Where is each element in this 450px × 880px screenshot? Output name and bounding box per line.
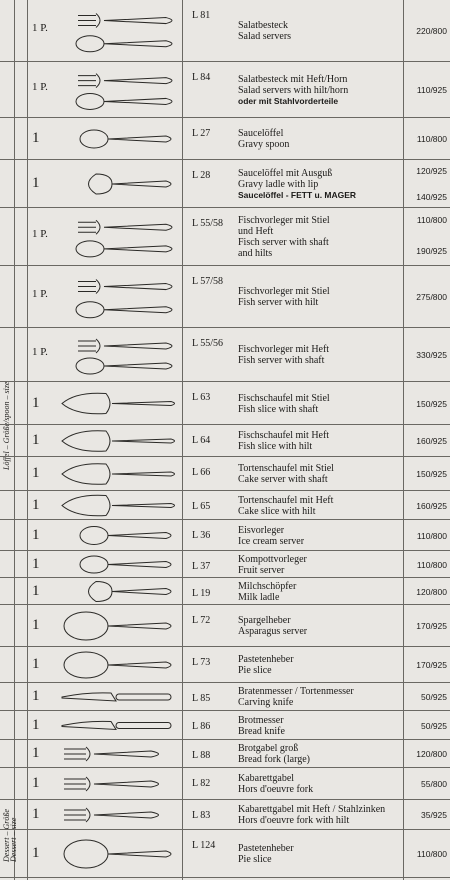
table-row (0, 740, 450, 768)
description (238, 215, 330, 259)
price: 140/925 (416, 191, 447, 202)
price: 110/800 (416, 559, 447, 570)
description-line: Fisch server with shaft (238, 237, 329, 248)
table-row (0, 800, 450, 830)
fish-slice-hilt-icon (56, 427, 186, 455)
table-row (0, 0, 450, 62)
asparagus-server-icon (56, 607, 186, 645)
table-row (0, 551, 450, 578)
article-number: L 85 (192, 693, 211, 704)
gravy-spoon-icon (56, 120, 186, 158)
description (238, 393, 330, 415)
article-number: L 37 (192, 561, 211, 572)
description-line: Bread fork (large) (238, 754, 311, 765)
quantity: 1 P. (32, 22, 48, 34)
quantity: 1 (32, 432, 40, 448)
price: 120/800 (416, 749, 447, 759)
description (238, 168, 356, 201)
description (238, 463, 334, 485)
price: 150/925 (416, 469, 447, 479)
bread-fork-icon (56, 742, 186, 766)
price: 160/925 (416, 436, 447, 446)
table-row (0, 683, 450, 711)
description (238, 654, 294, 676)
price: 150/925 (416, 398, 447, 409)
description (238, 20, 291, 42)
quantity: 1 (32, 845, 40, 861)
article-number: L 65 (192, 501, 211, 512)
bread-knife-icon (56, 713, 186, 738)
description-line: Carving knife (238, 697, 294, 708)
price: 160/925 (416, 500, 447, 511)
fish-slice-icon (56, 384, 186, 423)
article-number: L 27 (192, 128, 211, 139)
quantity: 1 (32, 394, 40, 411)
quantity: 1 (32, 130, 40, 146)
fish-servers-hilt-icon (56, 268, 186, 326)
table-row (0, 266, 450, 328)
quantity: 1 (32, 526, 40, 543)
description-line: Saucelöffel (238, 128, 284, 139)
description-line: Tortenschaufel mit Heft (238, 494, 334, 506)
description-line: Kabarettgabel mit Heft / Stahlzinken (238, 804, 386, 815)
description-line: Brotmesser (238, 714, 284, 726)
price: 120/925 (416, 165, 447, 176)
description-line: Pie slice (238, 854, 272, 865)
quantity: 1 (32, 688, 40, 704)
cake-slice-icon (56, 493, 186, 518)
description-line: Fish slice with hilt (238, 441, 313, 452)
article-number: L 55/56 (192, 338, 224, 349)
table-row (0, 830, 450, 878)
quantity: 1 (32, 175, 40, 191)
description-line: Brotgabel groß (238, 743, 299, 754)
description-line: Salatbesteck mit Heft/Horn (238, 73, 348, 85)
side-label-spoon-size: Löffel – Größe/spoon – size (2, 381, 11, 470)
description-line: Hors d'oeuvre fork (238, 784, 314, 795)
description-line: Spargelheber (238, 615, 291, 626)
description-line: Kompottvorleger (238, 554, 307, 565)
price: 170/925 (416, 621, 447, 631)
description-line: Hors d'oeuvre fork with hilt (238, 815, 350, 826)
description-line: Kabarettgabel (238, 773, 295, 784)
description-line: Salad servers with hilt/horn (238, 84, 349, 96)
side-label-dessert-size: Dessert – Größe Dessert – size (2, 809, 18, 862)
description (238, 804, 385, 826)
price: 120/800 (416, 586, 447, 597)
price: 220/800 (416, 26, 447, 36)
description-line: und Heft (238, 226, 274, 237)
description-line: Gravy spoon (238, 139, 290, 150)
description (238, 773, 313, 795)
milk-ladle-icon (56, 580, 186, 603)
description (238, 525, 304, 547)
description-line: Pie slice (238, 665, 272, 676)
salad-servers-hilt-icon (56, 64, 186, 116)
description (238, 715, 285, 737)
price: 110/800 (416, 849, 447, 859)
carving-knife-icon (56, 685, 186, 709)
price: 110/925 (416, 85, 447, 95)
ice-cream-server-icon (56, 522, 186, 549)
article-number: L 88 (192, 750, 211, 761)
article-number: L 124 (192, 840, 216, 851)
quantity: 1 (32, 775, 40, 791)
table-row (0, 382, 450, 425)
description-line: Pastetenheber (238, 843, 294, 854)
description-line: Tortenschaufel mit Stiel (238, 463, 334, 474)
description-note: oder mit Stahlvorderteile (238, 95, 339, 106)
price: 35/925 (421, 810, 447, 820)
hors-doeuvre-fork-hilt-icon (56, 802, 186, 828)
description (238, 554, 307, 576)
description-line: Fischvorleger mit Stiel (238, 215, 330, 226)
quantity: 1 (32, 555, 40, 572)
description-line: and hilts (238, 248, 273, 259)
quantity: 1 (32, 496, 40, 513)
description (238, 74, 348, 107)
description-line: Bratenmesser / Tortenmesser (238, 686, 354, 697)
description-line: Fish slice with shaft (238, 403, 319, 415)
quantity: 1 P. (32, 346, 48, 358)
quantity: 1 (32, 582, 40, 599)
article-number: L 82 (192, 778, 211, 789)
price: 110/800 (416, 214, 447, 225)
table-row (0, 520, 450, 551)
pie-slice-small-icon (56, 832, 186, 876)
article-number: L 73 (192, 657, 211, 668)
description-line: Salatbesteck (238, 20, 288, 31)
quantity: 1 P. (32, 288, 48, 300)
quantity: 1 (32, 465, 40, 481)
price: 330/925 (416, 350, 447, 360)
description (238, 128, 289, 150)
article-number: L 72 (192, 615, 211, 626)
description-line: Ice cream server (238, 535, 305, 547)
quantity: 1 (32, 716, 40, 733)
fish-servers-icon (56, 210, 186, 264)
price: 275/800 (416, 292, 447, 302)
price: 190/925 (416, 246, 447, 257)
salad-servers-icon (56, 2, 186, 60)
article-number: L 66 (192, 467, 211, 478)
quantity: 1 (32, 656, 40, 672)
article-number: L 57/58 (192, 276, 224, 287)
gravy-ladle-icon (56, 162, 186, 206)
description-line: Bread knife (238, 725, 285, 737)
table-row (0, 62, 450, 118)
price: 110/800 (416, 134, 447, 144)
article-number: L 36 (192, 530, 211, 541)
description (238, 495, 333, 517)
description-line: Pastetenheber (238, 654, 294, 665)
description-line: Asparagus server (238, 626, 308, 637)
hors-doeuvre-fork-icon (56, 770, 186, 798)
table-row (0, 491, 450, 520)
description (238, 743, 310, 765)
quantity: 1 P. (32, 228, 48, 240)
article-number: L 63 (192, 392, 211, 403)
description-line: Cake slice with hilt (238, 505, 316, 517)
description-line: Eisvorleger (238, 524, 285, 536)
article-number: L 64 (192, 435, 211, 446)
table-row (0, 768, 450, 800)
description-line: Cake server with shaft (238, 474, 328, 485)
table-row (0, 605, 450, 647)
article-number: L 81 (192, 10, 211, 21)
description (238, 430, 329, 452)
description-line: Fischschaufel mit Heft (238, 430, 330, 441)
description-line: Saucelöffel mit Ausguß (238, 167, 333, 179)
description-line: Fish server with shaft (238, 355, 325, 366)
article-number: L 28 (192, 170, 211, 181)
description-note: Saucelöffel - FETT u. MAGER (238, 189, 357, 200)
article-number: L 19 (192, 588, 211, 599)
quantity: 1 (32, 745, 40, 761)
description (238, 581, 296, 603)
table-row (0, 711, 450, 740)
description-line: Milk ladle (238, 592, 280, 603)
description-line: Fish server with hilt (238, 297, 319, 308)
table-row (0, 208, 450, 266)
article-number: L 83 (192, 810, 211, 821)
quantity: 1 (32, 806, 40, 822)
description (238, 686, 354, 708)
price: 55/800 (421, 779, 447, 789)
table-row (0, 425, 450, 457)
price: 110/800 (416, 530, 447, 541)
description (238, 344, 329, 366)
price: 170/925 (416, 660, 447, 670)
cake-server-icon (56, 459, 186, 489)
article-number: L 55/58 (192, 218, 224, 229)
fruit-server-icon (56, 553, 186, 576)
description-line: Fruit server (238, 565, 285, 576)
price: 50/925 (421, 720, 447, 731)
description-line: Milchschöpfer (238, 581, 297, 592)
article-number: L 86 (192, 721, 211, 732)
pie-slice-icon (56, 649, 186, 681)
description-line: Salad servers (238, 31, 292, 42)
table-row (0, 118, 450, 160)
table-row (0, 647, 450, 683)
table-row (0, 160, 450, 208)
fish-servers-shaft-icon (56, 330, 186, 380)
quantity: 1 P. (32, 81, 48, 93)
description-line: Gravy ladle with lip (238, 178, 319, 190)
description-line: Fischvorleger mit Stiel (238, 286, 330, 297)
table-row (0, 457, 450, 491)
table-row (0, 578, 450, 605)
quantity: 1 (32, 617, 40, 633)
description (238, 286, 330, 308)
description (238, 615, 307, 637)
description (238, 843, 294, 865)
table-row (0, 328, 450, 382)
price: 50/925 (421, 692, 447, 702)
description-line: Fischschaufel mit Stiel (238, 392, 330, 404)
article-number: L 84 (192, 72, 211, 83)
description-line: Fischvorleger mit Heft (238, 344, 330, 355)
